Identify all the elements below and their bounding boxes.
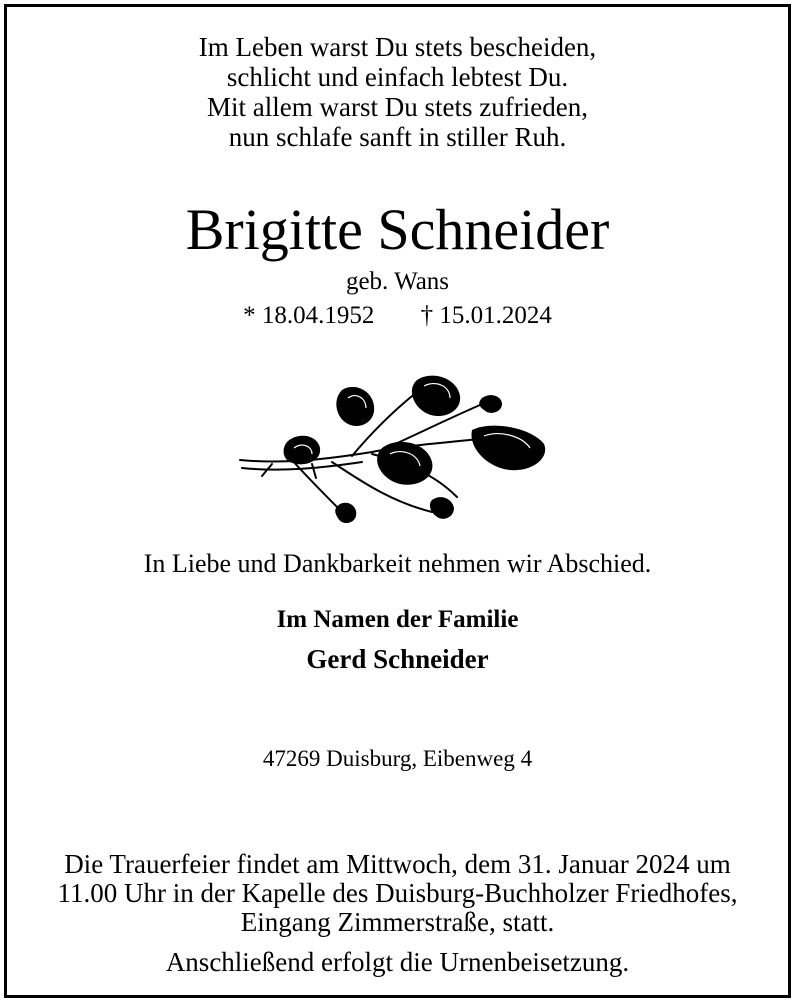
service-line: Anschließend erfolgt die Urnenbeisetzung. [165,947,630,977]
roses-bouquet-icon [232,372,552,532]
life-dates [0,302,795,330]
birth-date: * 18.04.1952 [243,302,375,329]
poem-line: Im Leben warst Du stets bescheiden, [198,32,597,62]
poem-line: nun schlafe sanft in stiller Ruh. [228,122,567,152]
address: 47269 Duisburg, Eibenweg 4 [262,746,533,771]
poem-line: Mit allem warst Du stets zufrieden, [207,92,588,122]
deceased-name: Brigitte Schneider [185,197,610,262]
family-name: Gerd Schneider [306,644,489,674]
maiden-name: geb. Wans [345,268,450,295]
farewell-text: In Liebe und Dankbarkeit nehmen wir Abschied. [143,549,652,578]
service-line: Die Trauerfeier findet am Mittwoch, dem 31. Januar 2024 um [64,849,731,879]
death-date: † 15.01.2024 [420,302,552,329]
poem-line: schlicht und einfach lebtest Du. [226,62,569,92]
service-line: 11.00 Uhr in der Kapelle des Duisburg-Buchholzer Friedhofes, [57,878,738,908]
service-line: Eingang Zimmerstraße, statt. [240,907,555,937]
family-label: Im Namen der Familie [276,606,519,633]
